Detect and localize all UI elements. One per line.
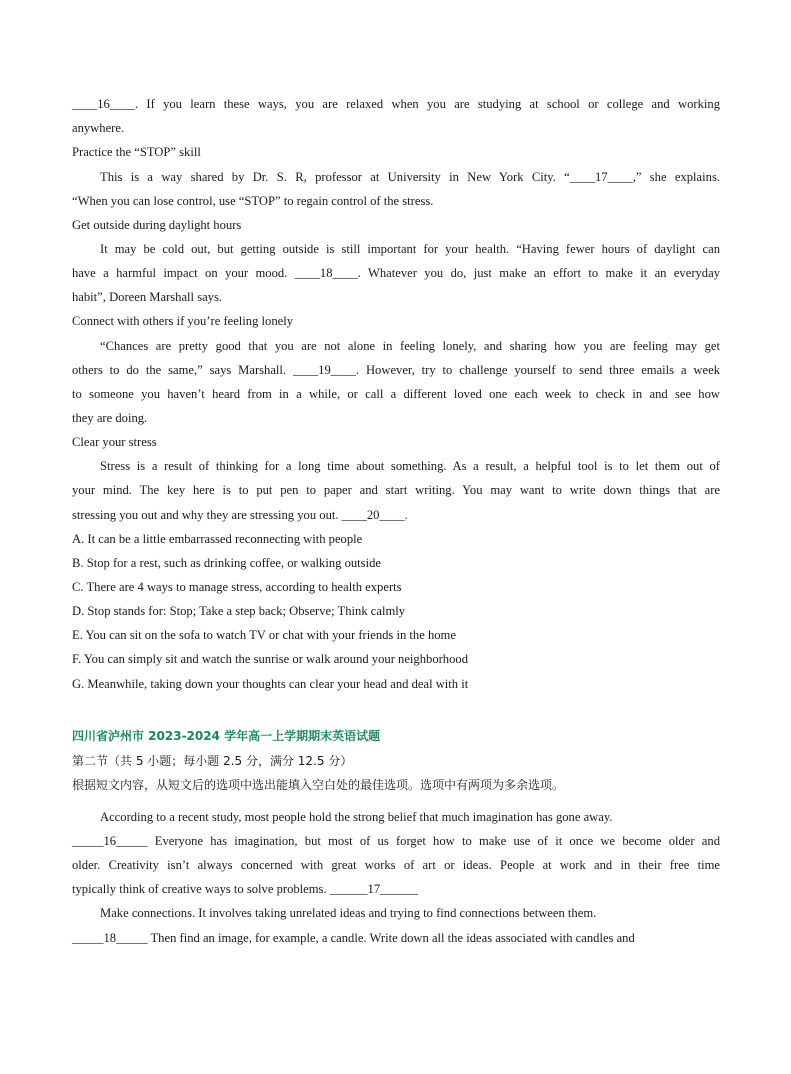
passage-line: “When you can lose control, use “STOP” to regain control of the stress.	[72, 194, 434, 208]
option-item: A. It can be a little embarrassed reconnecting with people	[72, 532, 363, 546]
passage-line: anywhere.	[72, 121, 125, 135]
option-item: B. Stop for a rest, such as drinking coffee, or walking outside	[72, 556, 381, 570]
passage-line: they are doing.	[72, 411, 148, 425]
passage-line: have a harmful impact on your mood. ____18____. Whatever you do, just make an effort to make it an everyday	[72, 266, 720, 280]
option-item: F. You can simply sit and watch the sunrise or walk around your neighborhood	[72, 652, 468, 666]
passage-line: According to a recent study, most people hold the strong belief that much imagination has gone away.	[100, 810, 613, 824]
passage-line: It may be cold out, but getting outside is still important for your health. “Having fewer hours of daylight can	[100, 242, 720, 256]
source-heading: 四川省泸州市 2023-2024 学年高一上学期期末英语试题	[72, 729, 381, 743]
passage-line: older. Creativity isn’t always concerned with great works of art or ideas. People at work and in their free time	[72, 858, 720, 872]
passage-line: Make connections. It involves taking unrelated ideas and trying to find connections between them.	[100, 906, 597, 920]
passage-line: typically think of creative ways to solve problems. ______17______	[72, 882, 418, 896]
option-item: E. You can sit on the sofa to watch TV or chat with your friends in the home	[72, 628, 456, 642]
section-heading: Practice the “STOP” skill	[72, 145, 201, 159]
passage-line: habit”, Doreen Marshall says.	[72, 290, 223, 304]
instruction-text: 根据短文内容，从短文后的选项中选出能填入空白处的最佳选项。选项中有两项为多余选项。	[72, 778, 565, 792]
passage-line: _____16_____ Everyone has imagination, but most of us forget how to make use of it once we become older and	[72, 834, 720, 848]
passage-line: “Chances are pretty good that you are not alone in feeling lonely, and sharing how you are feeling may get	[100, 339, 720, 353]
passage-line: ____16____. If you learn these ways, you are relaxed when you are studying at school or college and working	[72, 97, 720, 111]
passage-line: to someone you haven’t heard from in a while, or call a different loved one each week to check in and see how	[72, 387, 720, 401]
section-heading: Connect with others if you’re feeling lonely	[72, 314, 294, 328]
option-item: G. Meanwhile, taking down your thoughts can clear your head and deal with it	[72, 677, 469, 691]
passage-line: This is a way shared by Dr. S. R, professor at University in New York City. “____17____,” she explains.	[100, 170, 720, 184]
passage-line: stressing you out and why they are stressing you out. ____20____.	[72, 508, 408, 522]
option-item: D. Stop stands for: Stop; Take a step back; Observe; Think calmly	[72, 604, 406, 618]
passage-line: others to do the same,” says Marshall. ____19____. However, try to challenge yourself to send three emails a week	[72, 363, 720, 377]
section-heading: Get outside during daylight hours	[72, 218, 242, 232]
part-title: 第二节（共 5 小题；每小题 2.5 分，满分 12.5 分）	[72, 754, 353, 768]
passage-line: your mind. The key here is to put pen to paper and start writing. You may want to write down things that are	[72, 483, 720, 497]
option-item: C. There are 4 ways to manage stress, according to health experts	[72, 580, 402, 594]
section-heading: Clear your stress	[72, 435, 157, 449]
passage-line: _____18_____ Then find an image, for example, a candle. Write down all the ideas associated with candles and	[72, 931, 635, 945]
passage-line: Stress is a result of thinking for a long time about something. As a result, a helpful tool is to let them out of	[100, 459, 720, 473]
